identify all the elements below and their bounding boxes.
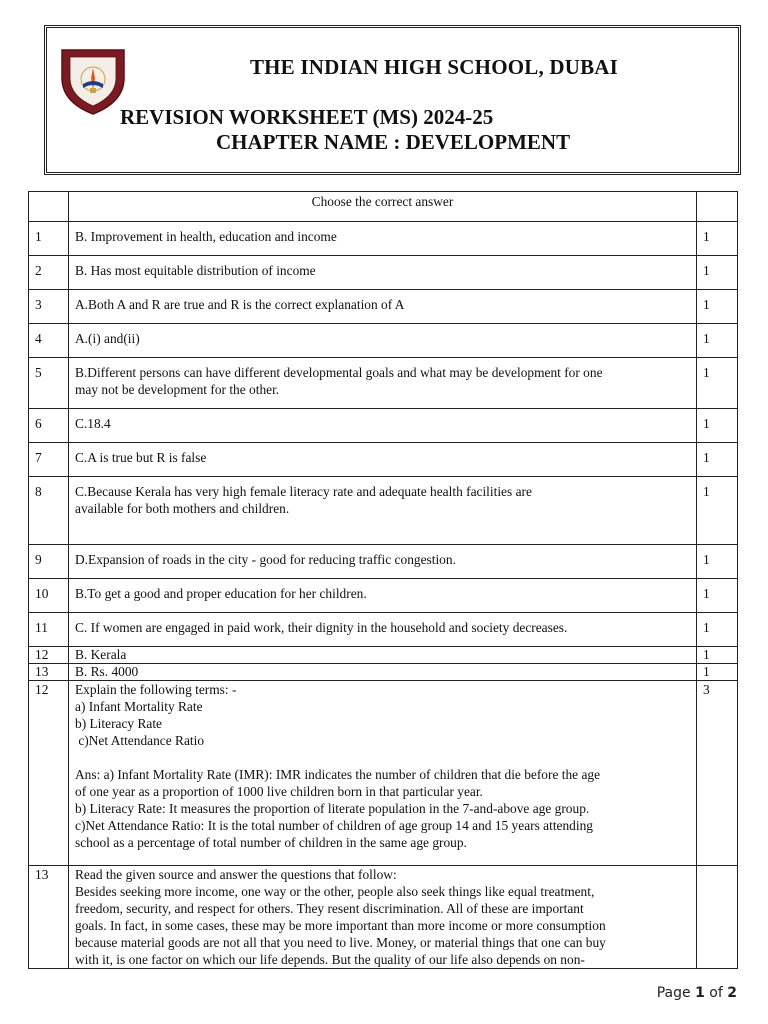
answer-line: B. Improvement in health, education and income: [75, 229, 337, 244]
question-number: 7: [29, 443, 69, 477]
table-row: [29, 256, 738, 290]
table-heading: Choose the correct answer: [69, 192, 697, 222]
question-line: goals. In fact, in some cases, these may be more important than more income or more consumption: [75, 918, 606, 933]
answer-text: [69, 222, 697, 256]
answer-line: C.18.4: [75, 416, 111, 431]
answer-text: [69, 647, 697, 664]
answer-line: B. Kerala: [75, 647, 127, 662]
answer-line: C.Because Kerala has very high female literacy rate and adequate health facilities are: [75, 484, 532, 499]
question-number: 12: [29, 681, 69, 866]
school-name: THE INDIAN HIGH SCHOOL, DUBAI: [249, 55, 619, 79]
answer-text: [69, 324, 697, 358]
question-number: 9: [29, 545, 69, 579]
question-line: [75, 749, 690, 766]
marks-cell: 1: [697, 409, 738, 443]
answer-line: C.A is true but R is false: [75, 450, 207, 465]
question-line: b) Literacy Rate: It measures the proportion of literate population in the 7-and-above age group.: [75, 801, 590, 816]
of-word: of: [709, 985, 723, 1001]
question-number: 3: [29, 290, 69, 324]
marks-cell: 1: [697, 613, 738, 647]
question-text: [69, 681, 697, 866]
chapter-name: CHAPTER NAME : DEVELOPMENT: [216, 130, 571, 154]
question-line: freedom, security, and respect for others. They resent discrimination. All of these are important: [75, 901, 584, 916]
worksheet-title: REVISION WORKSHEET (MS) 2024-25: [120, 105, 494, 129]
page-current: 1: [695, 985, 705, 1001]
table-row-q13: [29, 866, 738, 969]
table-row: [29, 477, 738, 545]
marks-cell: 1: [697, 324, 738, 358]
table-row: [29, 358, 738, 409]
table-row: [29, 664, 738, 681]
answer-table: [28, 191, 738, 969]
question-line: Explain the following terms: -: [75, 682, 237, 697]
table-row: [29, 324, 738, 358]
question-line: with it, is one factor on which our life depends. But the quality of our life also depends on non-: [75, 952, 585, 967]
answer-text: [69, 409, 697, 443]
question-number: 5: [29, 358, 69, 409]
marks-cell: 1: [697, 358, 738, 409]
table-row: [29, 579, 738, 613]
marks-cell: 1: [697, 477, 738, 545]
table-row: [29, 647, 738, 664]
answer-line: B.Different persons can have different developmental goals and what may be development for one: [75, 365, 603, 380]
question-line: because material goods are not all that you need to live. Money, or material things that one can buy: [75, 935, 606, 950]
page-indicator: [657, 985, 737, 1001]
question-text: [69, 866, 697, 969]
page-word: Page: [656, 985, 691, 1001]
table-row: [29, 545, 738, 579]
question-number: 11: [29, 613, 69, 647]
question-number: 13: [29, 664, 69, 681]
answer-line: may not be development for the other.: [75, 382, 280, 397]
marks-cell: 1: [697, 647, 738, 664]
marks-cell: 3: [697, 681, 738, 866]
answer-line: available for both mothers and children.: [75, 501, 290, 516]
question-line: c)Net Attendance Ratio: [75, 733, 205, 748]
answer-line: A.(i) and(ii): [75, 331, 140, 346]
question-line: Ans: a) Infant Mortality Rate (IMR): IMR indicates the number of children that die before the age: [75, 767, 601, 782]
table-row: [29, 613, 738, 647]
table-row: [29, 443, 738, 477]
table-row: [29, 222, 738, 256]
answer-line: D.Expansion of roads in the city - good for reducing traffic congestion.: [75, 552, 456, 567]
question-line: of one year as a proportion of 1000 live children born in that particular year.: [75, 784, 483, 799]
question-number: 12: [29, 647, 69, 664]
header-marks-cell: [697, 192, 738, 222]
question-line: a) Infant Mortality Rate: [75, 699, 203, 714]
question-line: b) Literacy Rate: [75, 716, 162, 731]
answer-text: [69, 290, 697, 324]
answer-line: C. If women are engaged in paid work, their dignity in the household and society decreases.: [75, 620, 568, 635]
marks-cell: 1: [697, 664, 738, 681]
table-row: [29, 290, 738, 324]
answer-text: [69, 545, 697, 579]
marks-cell: 1: [697, 290, 738, 324]
answer-text: [69, 613, 697, 647]
answer-line: A.Both A and R are true and R is the correct explanation of A: [75, 297, 405, 312]
answer-text: [69, 477, 697, 545]
page-total: 2: [727, 985, 737, 1001]
answer-text: [69, 579, 697, 613]
question-line: Besides seeking more income, one way or the other, people also seek things like equal treatment,: [75, 884, 595, 899]
question-line: Read the given source and answer the questions that follow:: [75, 867, 397, 882]
question-number: 6: [29, 409, 69, 443]
marks-cell: 1: [697, 443, 738, 477]
question-number: 4: [29, 324, 69, 358]
header-num-cell: [29, 192, 69, 222]
answer-text: [69, 358, 697, 409]
table-header-row: [29, 192, 738, 222]
question-number: 2: [29, 256, 69, 290]
question-line: school as a percentage of total number of children in the same age group.: [75, 835, 467, 850]
answer-line: B.To get a good and proper education for her children.: [75, 586, 367, 601]
table-row-q12: [29, 681, 738, 866]
marks-cell: 1: [697, 256, 738, 290]
marks-cell: 1: [697, 579, 738, 613]
question-number: 13: [29, 866, 69, 969]
question-line: c)Net Attendance Ratio: It is the total number of children of age group 14 and 15 years attending: [75, 818, 593, 833]
marks-cell: 1: [697, 222, 738, 256]
answer-text: [69, 256, 697, 290]
answer-text: [69, 443, 697, 477]
marks-cell: 1: [697, 545, 738, 579]
answer-line: B. Rs. 4000: [75, 664, 139, 679]
marks-cell: [697, 866, 738, 969]
question-number: 1: [29, 222, 69, 256]
answer-text: [69, 664, 697, 681]
question-number: 10: [29, 579, 69, 613]
table-row: [29, 409, 738, 443]
question-number: 8: [29, 477, 69, 545]
answer-line: B. Has most equitable distribution of income: [75, 263, 316, 278]
